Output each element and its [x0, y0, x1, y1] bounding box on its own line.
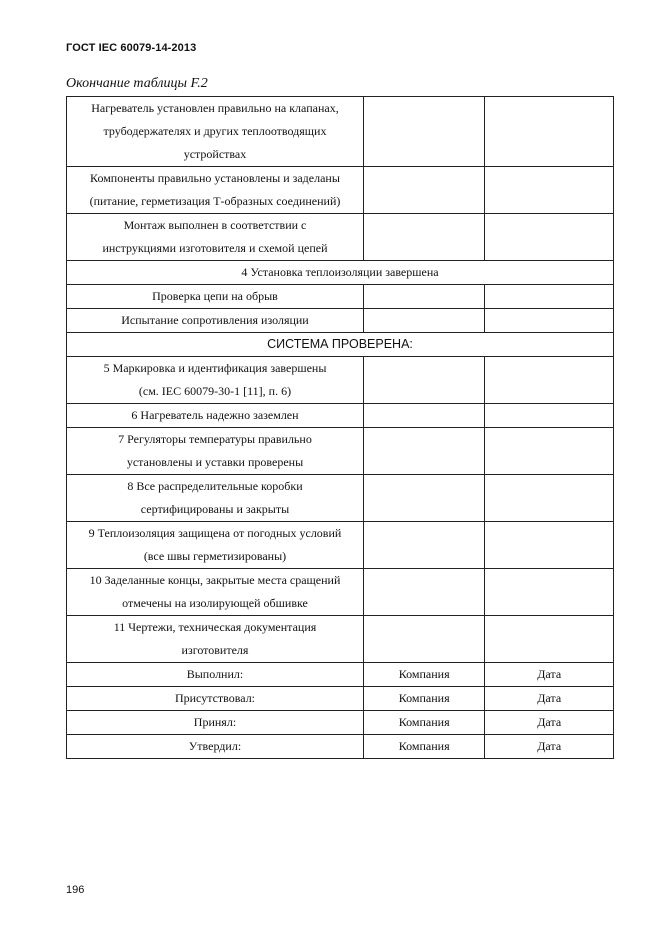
signature-company: Компания	[363, 735, 484, 759]
check-cell[interactable]	[363, 357, 484, 404]
signature-company: Компания	[363, 663, 484, 687]
section-heading: 4 Установка теплоизоляции завершена	[67, 261, 614, 285]
check-cell[interactable]	[485, 309, 614, 333]
table-row	[67, 167, 614, 214]
check-cell[interactable]	[485, 167, 614, 214]
check-cell[interactable]	[363, 309, 484, 333]
table-row	[67, 569, 614, 616]
table-caption: Окончание таблицы F.2	[66, 76, 208, 91]
check-item: 5 Маркировка и идентификация завершены (см. IEC 60079-30-1 [11], п. 6)	[67, 357, 364, 404]
check-cell[interactable]	[485, 475, 614, 522]
check-cell[interactable]	[363, 285, 484, 309]
section-row	[67, 333, 614, 357]
check-cell[interactable]	[363, 475, 484, 522]
check-cell[interactable]	[485, 357, 614, 404]
table-row	[67, 285, 614, 309]
check-cell[interactable]	[363, 404, 484, 428]
signature-company: Компания	[363, 711, 484, 735]
table-row	[67, 97, 614, 167]
table-row	[67, 357, 614, 404]
check-cell[interactable]	[485, 522, 614, 569]
check-cell[interactable]	[363, 428, 484, 475]
check-item: Нагреватель установлен правильно на клапанах, трубодержателях и других теплоотводящих устройствах	[67, 97, 364, 167]
check-cell[interactable]	[485, 214, 614, 261]
checklist-table	[66, 96, 614, 759]
signature-role: Присутствовал:	[67, 687, 364, 711]
check-cell[interactable]	[485, 569, 614, 616]
check-item: 10 Заделанные концы, закрытые места сращений отмечены на изолирующей обшивке	[67, 569, 364, 616]
check-cell[interactable]	[363, 97, 484, 167]
signature-date: Дата	[485, 711, 614, 735]
table-row	[67, 309, 614, 333]
table-row	[67, 214, 614, 261]
document-header: ГОСТ IEC 60079-14-2013	[66, 42, 197, 54]
check-cell[interactable]	[485, 97, 614, 167]
table-row	[67, 475, 614, 522]
check-item: Испытание сопротивления изоляции	[67, 309, 364, 333]
check-item: Компоненты правильно установлены и заделаны (питание, герметизация Т-образных соединений)	[67, 167, 364, 214]
check-cell[interactable]	[363, 569, 484, 616]
signature-company: Компания	[363, 687, 484, 711]
signature-row	[67, 735, 614, 759]
check-cell[interactable]	[363, 214, 484, 261]
check-item: Монтаж выполнен в соответствии с инструкциями изготовителя и схемой цепей	[67, 214, 364, 261]
check-item: Проверка цепи на обрыв	[67, 285, 364, 309]
section-row	[67, 261, 614, 285]
check-item: 6 Нагреватель надежно заземлен	[67, 404, 364, 428]
signature-date: Дата	[485, 687, 614, 711]
check-cell[interactable]	[485, 404, 614, 428]
check-cell[interactable]	[363, 167, 484, 214]
check-item: 8 Все распределительные коробки сертифицированы и закрыты	[67, 475, 364, 522]
signature-date: Дата	[485, 663, 614, 687]
signature-role: Выполнил:	[67, 663, 364, 687]
check-cell[interactable]	[485, 428, 614, 475]
check-cell[interactable]	[363, 522, 484, 569]
signature-row	[67, 687, 614, 711]
signature-row	[67, 663, 614, 687]
check-item: 7 Регуляторы температуры правильно установлены и уставки проверены	[67, 428, 364, 475]
table-row	[67, 522, 614, 569]
table-row	[67, 616, 614, 663]
check-cell[interactable]	[363, 616, 484, 663]
check-cell[interactable]	[485, 285, 614, 309]
table-row	[67, 404, 614, 428]
system-checked-heading: СИСТЕМА ПРОВЕРЕНА:	[67, 333, 614, 357]
check-item: 9 Теплоизоляция защищена от погодных условий (все швы герметизированы)	[67, 522, 364, 569]
page-number: 196	[66, 884, 85, 896]
table-row	[67, 428, 614, 475]
signature-role: Принял:	[67, 711, 364, 735]
check-item: 11 Чертежи, техническая документация изготовителя	[67, 616, 364, 663]
signature-row	[67, 711, 614, 735]
check-cell[interactable]	[485, 616, 614, 663]
signature-role: Утвердил:	[67, 735, 364, 759]
signature-date: Дата	[485, 735, 614, 759]
